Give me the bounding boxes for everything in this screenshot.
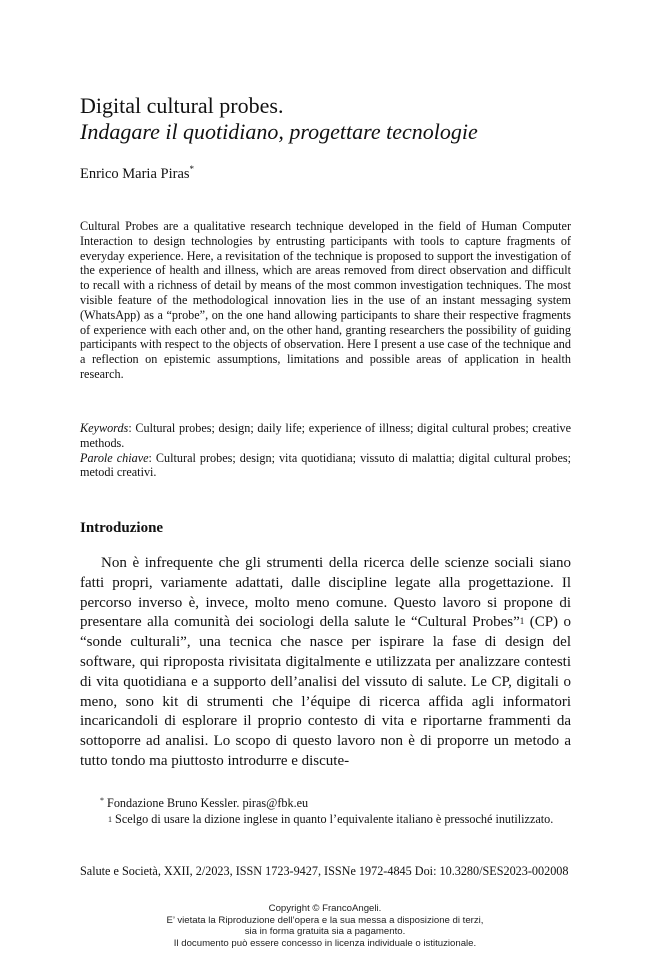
section-heading: Introduzione bbox=[80, 520, 164, 536]
footnote-affiliation bbox=[100, 796, 308, 811]
paper-title: Digital cultural probes. bbox=[80, 93, 284, 118]
copyright-notice bbox=[0, 903, 650, 949]
body-text-part1: Non è infrequente che gli strumenti della ricerca delle scienze sociali siano fatti propri, variamente adattati, dalle discipline legate alla progettazione. Il percorso inverso è, invece, molto meno comune. Questo lavoro si propone di presentare alla comunità dei sociologi della salute le “Cultural Probes” bbox=[80, 555, 571, 631]
keywords-english bbox=[80, 421, 571, 451]
parole-chiave-text: : Cultural probes; design; vita quotidiana; vissuto di malattia; digital cultural probes; metodi creativi. bbox=[80, 450, 571, 480]
footnote-reference: 1 bbox=[519, 616, 525, 627]
abstract: Cultural Probes are a qualitative research technique developed in the field of Human Computer Interaction to design technologies by entrusting participants with tools to capture fragments of everyday experience. Here, a revisitation of the technique is proposed to support the investigation of the experience of health and illness, which are areas removed from direct observation and difficult to recall with a richness of detail by means of the most common investigation techniques. The most visible feature of the methodological innovation lies in the use of an instant messaging system (WhatsApp) as a “probe”, on the one hand allowing participants to share their respective fragments of experience with each other and, on the other hand, granting researchers the possibility of guiding participants with respect to the objects of observation. Here I present a use case of the technique and a reflection on epistemic assumptions, limitations and possible areas of application in health research. bbox=[80, 219, 571, 381]
copyright-line: sia in forma gratuita sia a pagamento. bbox=[244, 926, 406, 938]
footnote-mark: * bbox=[100, 796, 104, 805]
parole-chiave-label: Parole chiave bbox=[80, 450, 149, 465]
body-text-part2: (CP) o “sonde culturali”, una tecnica che nasce per ispirare la fase di design del software, qui riproposta rivisitata digitalmente e utilizzata per analizzare contesti di vita quotidiana e a supporto dell’analisi del vissuto di salute. Le CP, digitali o meno, sono kit di strumenti che l’équipe di ricerca affida agli informatori incaricandoli di esplorare il proprio contesto di vita e riportarne frammenti da sottoporre ad analisi. Lo scopo di questo lavoro non è di proporre un metodo a tutto tondo ma piuttosto introdurre e discute- bbox=[80, 614, 571, 769]
footnote-text: Scelgo di usare la dizione inglese in quanto l’equivalente italiano è pressoché inutilizzato. bbox=[112, 812, 554, 826]
footnote-mark: 1 bbox=[108, 815, 112, 824]
keywords-italian bbox=[80, 451, 571, 481]
keywords-block bbox=[80, 421, 571, 480]
keywords-label: Keywords bbox=[80, 421, 129, 435]
author-name: Enrico Maria Piras bbox=[80, 166, 190, 182]
paper-subtitle: Indagare il quotidiano, progettare tecnologie bbox=[80, 119, 478, 144]
author-line bbox=[80, 166, 194, 183]
keywords-text: : Cultural probes; design; daily life; experience of illness; digital cultural probes; creative methods. bbox=[80, 421, 571, 450]
author-footnote-mark: * bbox=[189, 164, 195, 174]
footnote-1 bbox=[80, 812, 571, 827]
copyright-line: Copyright © FrancoAngeli. bbox=[268, 903, 382, 914]
copyright-line: Il documento può essere concesso in licenza individuale o istituzionale. bbox=[173, 937, 477, 949]
footnote-text: Fondazione Bruno Kessler. piras@fbk.eu bbox=[104, 796, 309, 810]
copyright-line: E’ vietata la Riproduzione dell’opera e la sua messa a disposizione di terzi, bbox=[166, 914, 484, 926]
journal-citation: Salute e Società, XXII, 2/2023, ISSN 1723-9427, ISSNe 1972-4845 Doi: 10.3280/SES2023-002008 bbox=[80, 864, 569, 878]
body-paragraph bbox=[80, 554, 571, 772]
